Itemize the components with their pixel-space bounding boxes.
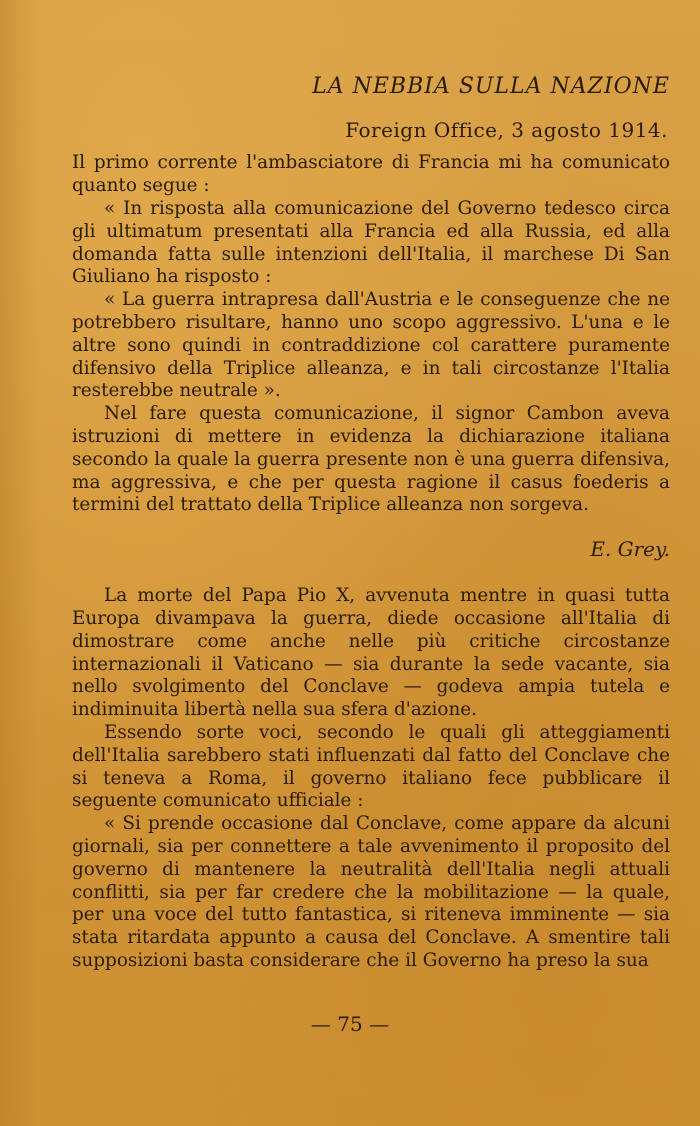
paragraph: La morte del Papa Pio X, avvenuta mentre in quasi tutta Europa divampava la guerra, diede occasione all'Italia di dimostrare come anche nelle più critiche circostanze internazionali il Vaticano — sia durante la sede vacante, sia nello svolgimento del Conclave — godeva ampia tutela e indiminuita libertà nella sua sfera d'azione. <box>72 585 670 721</box>
page-spine-shadow <box>0 0 40 1126</box>
paragraph: « La guerra intrapresa dall'Austria e le conseguenze che ne potrebbero risultare, hanno uno scopo aggressivo. L'una e le altre sono quindi in contraddizione col carattere puramente difensivo della Triplice alleanza, e in tali circostanze l'Italia resterebbe neutrale ». <box>72 289 670 402</box>
paragraph: Nel fare questa comunicazione, il signor Cambon aveva istruzioni di mettere in evidenza la dichiarazione italiana secondo la quale la guerra presente non è una guerra difensiva, ma aggressiva, e che per questa ragione il casus foederis a termini del trattato della Triplice alleanza non sorgeva. <box>72 403 670 516</box>
book-page <box>72 74 670 973</box>
paragraph: « Si prende occasione dal Conclave, come appare da alcuni giornali, sia per connettere a tale avvenimento il proposito del governo di mantenere la neutralità dell'Italia negli attuali conflitti, sia per far credere che la mobilitazione — la quale, per una voce del tutto fantastica, si riteneva imminente — sia stata ritardata appunto a causa del Conclave. A smentire tali supposizioni basta considerare che il Governo ha preso la sua <box>72 813 670 971</box>
main-body <box>72 585 670 973</box>
page-number: — 75 — <box>310 1012 390 1036</box>
paragraph: « In risposta alla comunicazione del Governo tedesco circa gli ultimatum presentati alla Francia ed alla Russia, ed alla domanda fatta sulle intenzioni dell'Italia, il marchese Di San Giuliano ha risposto : <box>72 197 670 288</box>
signature: E. Grey. <box>590 537 670 562</box>
running-head: LA NEBBIA SULLA NAZIONE <box>312 74 670 99</box>
letter-body <box>72 152 670 517</box>
paragraph: Il primo corrente l'ambasciatore di Francia mi ha comunicato quanto segue : <box>72 152 670 197</box>
paragraph: Essendo sorte voci, secondo le quali gli atteggiamenti dell'Italia sarebbero stati influenzati dal fatto del Conclave che si teneva a Roma, il governo italiano fece pubblicare il seguente comunicato ufficiale : <box>72 721 670 812</box>
dateline: Foreign Office, 3 agosto 1914. <box>345 118 668 143</box>
